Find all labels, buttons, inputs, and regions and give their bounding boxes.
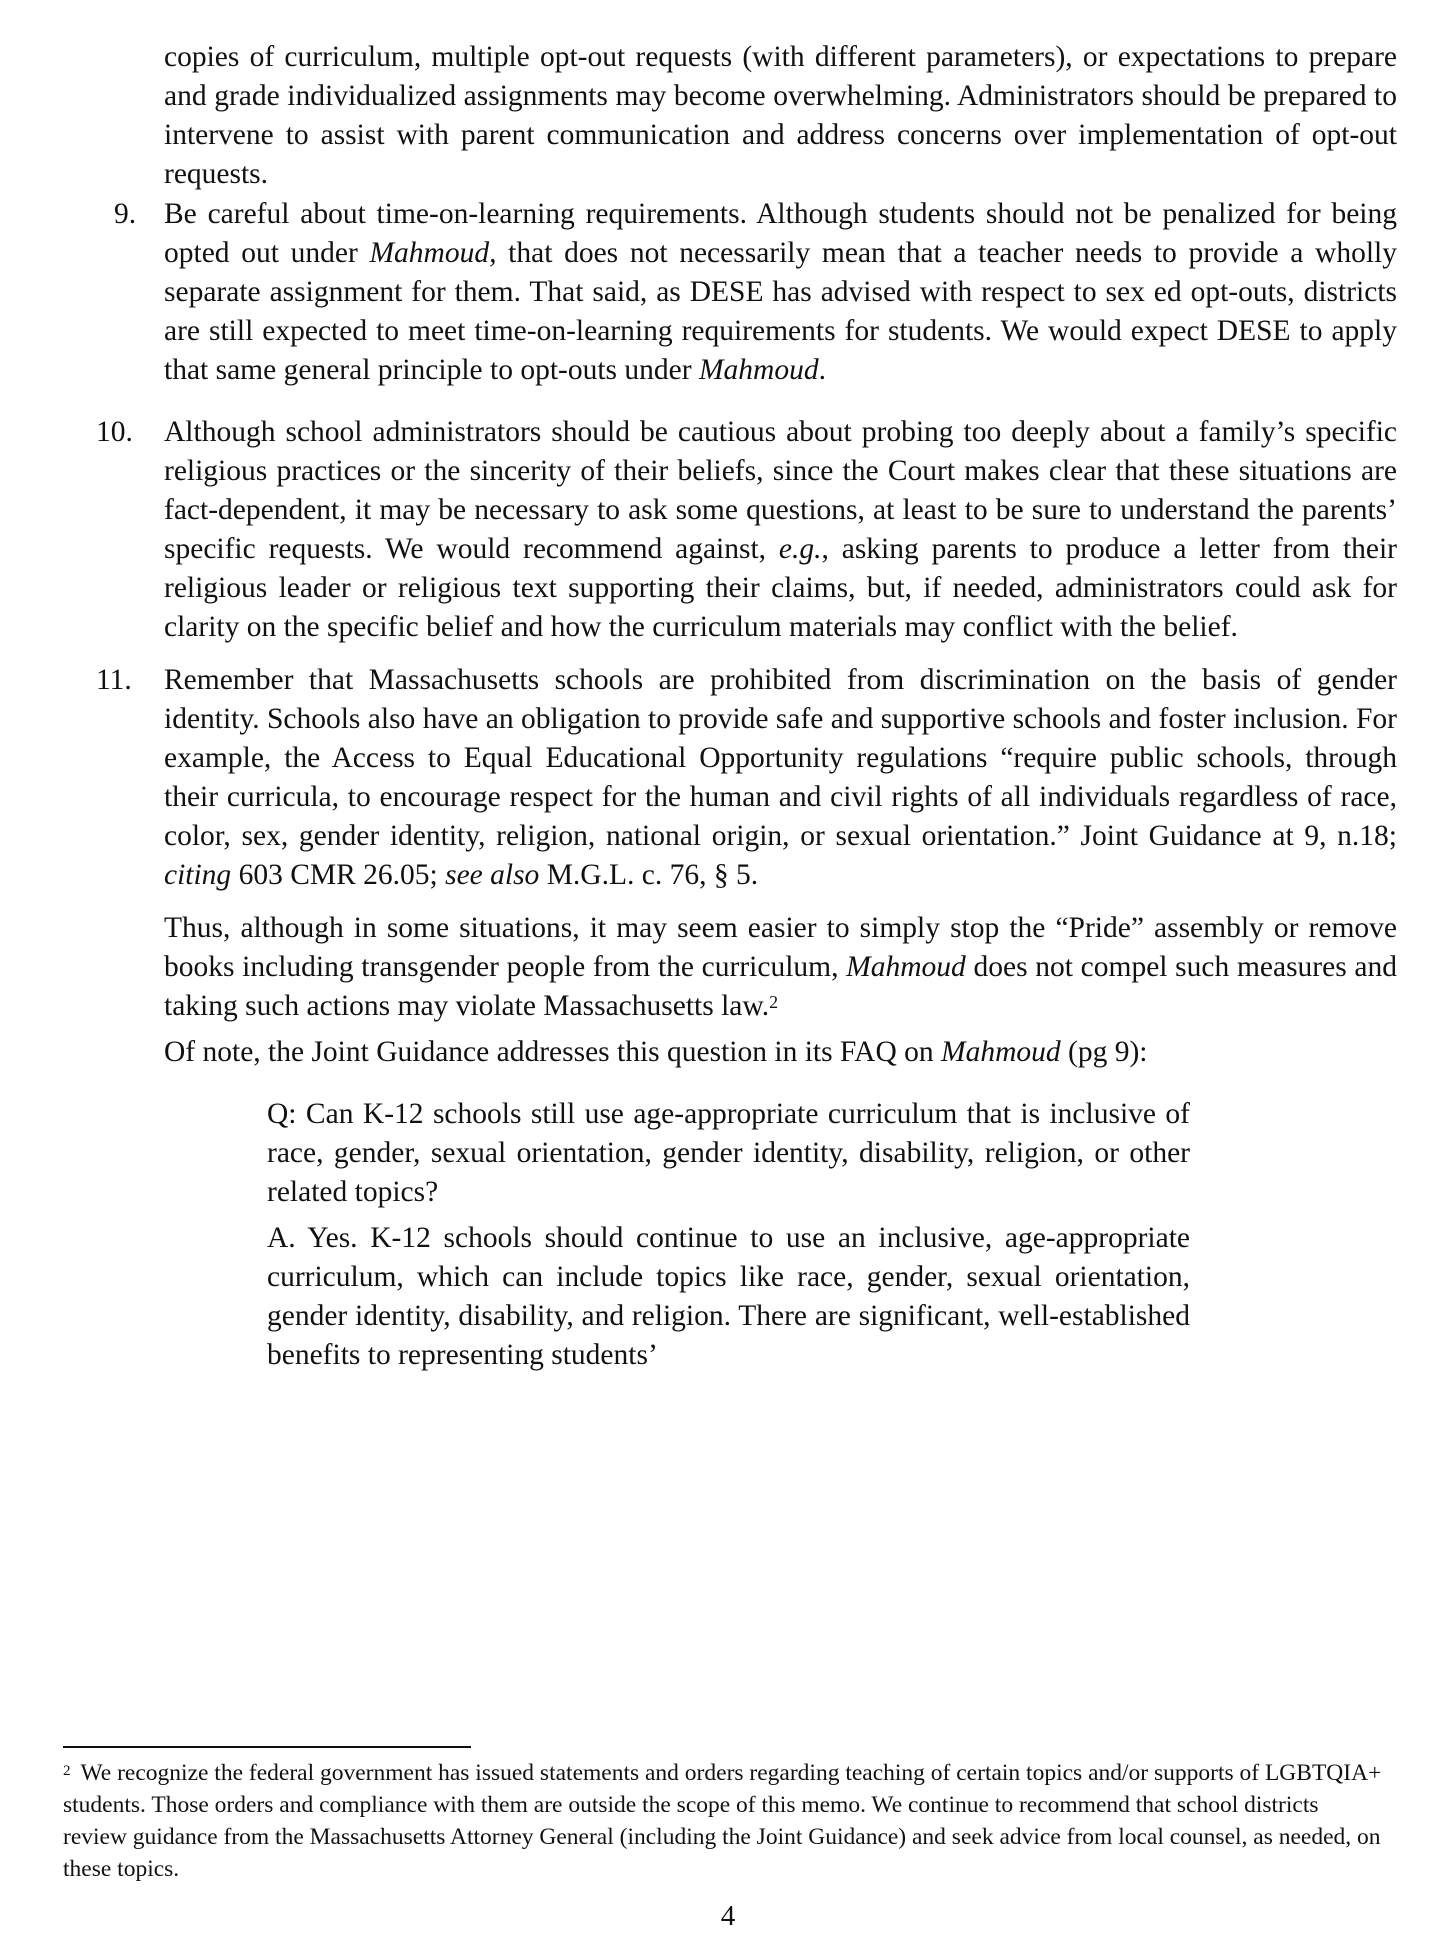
list-item-number-11: 11. <box>96 664 132 696</box>
text-run: 603 CMR 26.05; <box>231 859 446 891</box>
list-item-9-text <box>164 195 1397 390</box>
faq-question: Q: Can K-12 schools still use age-appropriate curriculum that is inclusive of race, gender, sexual orientation, gender identity, disability, religion, or other related topics? <box>267 1098 1190 1208</box>
faq-answer: A. Yes. K-12 schools should continue to use an inclusive, age-appropriate curriculum, which can include topics like race, gender, sexual orientation, gender identity, disability, and religion. There are significant, well-established benefits to representing students’ <box>267 1222 1190 1371</box>
of-note-paragraph <box>164 1033 1397 1072</box>
text-run: Of note, the Joint Guidance addresses this question in its FAQ on <box>164 1036 942 1068</box>
case-name-mahmoud: Mahmoud <box>846 951 966 983</box>
page-number: 4 <box>720 1900 736 1932</box>
footnote-text: We recognize the federal government has issued statements and orders regarding teaching of certain topics and/or supports of LGBTQIA+ students. Those orders and compliance with them are outside the scope of this memo. We continue to recommend that school districts review guidance from the Massachusetts Attorney General (including the Joint Guidance) and seek advice from local counsel, as needed, on these topics. <box>63 1760 1382 1882</box>
footnote-marker: 2 <box>63 1763 71 1779</box>
signal-citing: citing <box>164 859 232 891</box>
signal-see-also: see also <box>445 859 540 891</box>
thus-paragraph <box>164 909 1397 1026</box>
text-run: Remember that Massachusetts schools are prohibited from discrimination on the basis of gender identity. Schools also have an obligation to provide safe and supportive schools and foster inclusion. For example, the Access to Equal Educational Opportunity regulations “require public schools, through their curricula, to encourage respect for the human and civil rights of all individuals regardless of race, color, sex, gender identity, religion, national origin, or sexual orientation.” Joint Guidance at 9, n.18; <box>164 664 1397 852</box>
case-name-mahmoud: Mahmoud, <box>369 237 497 269</box>
footnote-separator <box>63 1746 471 1748</box>
text-run: M.G.L. c. 76, § 5. <box>539 859 759 891</box>
text-run: , asking parents to produce a letter from their religious leader or religious text supporting their claims, but, if needed, administrators could ask for clarity on the specific belief and how the curriculum materials may conflict with the belief. <box>164 533 1397 643</box>
list-item-10-text <box>164 413 1397 647</box>
text-run: (pg 9): <box>1060 1036 1148 1068</box>
footnote-2 <box>63 1757 1388 1885</box>
abbreviation-eg: e.g. <box>778 533 822 565</box>
text-run: that does not necessarily mean that a teacher needs to provide a wholly separate assignment for them. That said, as DESE has advised with respect to sex ed opt-outs, districts are still expected to meet time-on-learning requirements for students. We would expect DESE to apply that same general principle to opt-outs under <box>164 237 1397 386</box>
list-item-number-9: 9. <box>114 198 137 230</box>
list-item-number-10: 10. <box>96 416 133 448</box>
continuation-paragraph: copies of curriculum, multiple opt-out requests (with different parameters), or expectations to prepare and grade individualized assignments may become overwhelming. Administrators should be prepared to intervene to assist with parent communication and address concerns over implementation of opt-out requests. <box>164 41 1397 190</box>
text-run: Although school administrators should be cautious about probing too deeply about a family’s specific religious practices or the sincerity of their beliefs, since the Court makes clear that these situations are fact-dependent, it may be necessary to ask some questions, at least to be sure to understand the parents’ specific requests. We would recommend against, <box>164 416 1397 565</box>
case-name-mahmoud: Mahmoud <box>698 354 819 386</box>
text-run: . <box>818 354 826 386</box>
text-run: Be careful about time-on-learning requirements. Although students should not be penalized for being opted out under <box>164 198 1397 269</box>
case-name-mahmoud: Mahmoud <box>941 1036 1061 1068</box>
text-run: Thus, although in some situations, it may seem easier to simply stop the “Pride” assembly or remove books including transgender people from the curriculum, <box>164 912 1397 983</box>
text-run: does not compel such measures and taking such actions may violate Massachusetts law. <box>164 951 1397 1022</box>
footnote-reference-2[interactable]: 2 <box>769 992 779 1012</box>
list-item-11-text <box>164 661 1397 895</box>
